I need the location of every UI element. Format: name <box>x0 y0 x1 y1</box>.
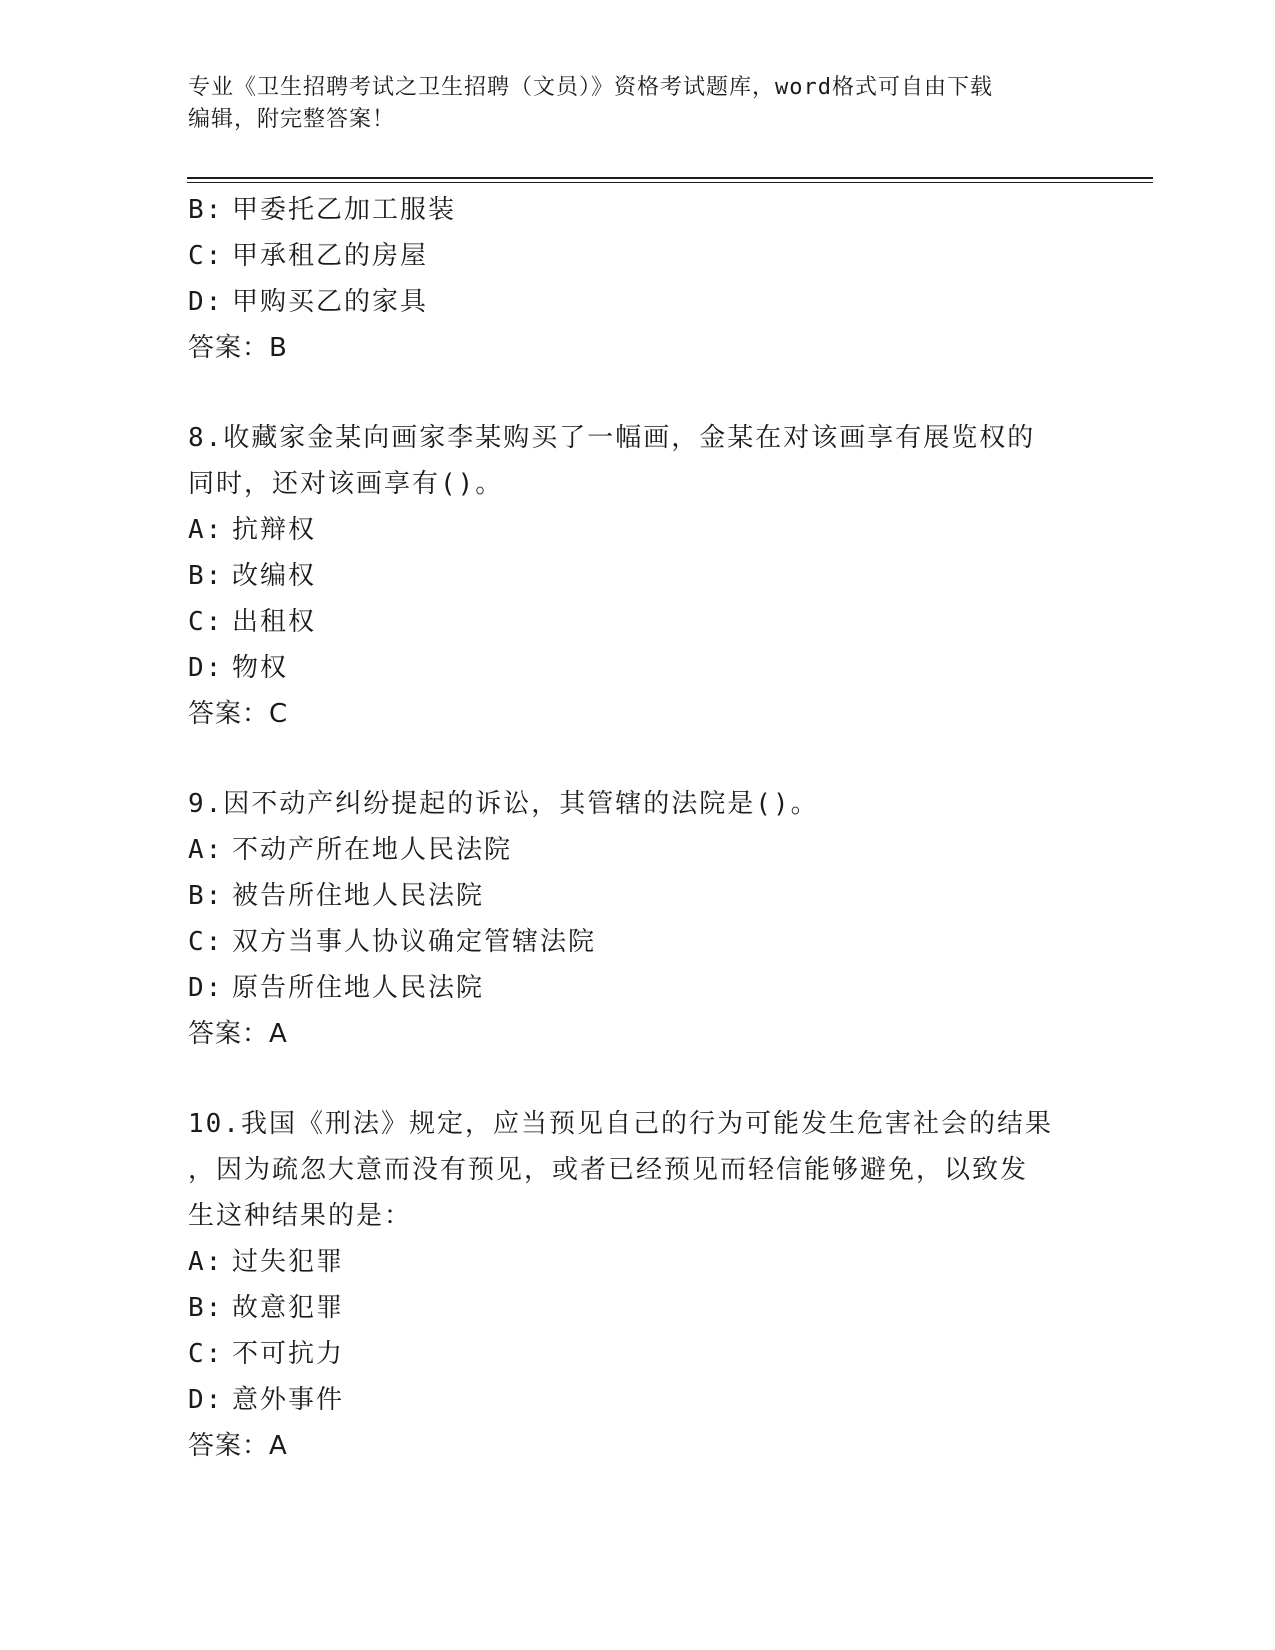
option-b <box>188 873 1088 919</box>
option-text: 双方当事人协议确定管辖法院 <box>232 927 597 957</box>
option-d <box>188 965 1088 1011</box>
option-text: 不动产所在地人民法院 <box>232 835 513 865</box>
answer-line: 答案：C <box>188 699 289 729</box>
option-letter: B: <box>188 561 224 591</box>
spacer <box>188 737 1088 781</box>
option-letter: D: <box>188 1385 224 1415</box>
option-text: 物权 <box>232 653 289 683</box>
option-letter: B: <box>188 1293 224 1323</box>
option-letter: C: <box>188 927 224 957</box>
option-d <box>188 645 1088 691</box>
option-text: 被告所住地人民法院 <box>232 881 485 911</box>
option-letter: D: <box>188 653 224 683</box>
option-letter: B: <box>188 881 224 911</box>
question-text-line: ，因为疏忽大意而没有预见，或者已经预见而轻信能够避免，以致发 <box>188 1155 1029 1185</box>
option-d <box>188 279 1088 325</box>
option-text: 过失犯罪 <box>232 1247 345 1277</box>
option-text: 甲购买乙的家具 <box>232 287 429 317</box>
option-letter: A: <box>188 1247 224 1277</box>
option-a <box>188 1239 1088 1285</box>
question-10 <box>188 1101 1088 1469</box>
option-text: 意外事件 <box>232 1385 345 1415</box>
option-text: 出租权 <box>232 607 317 637</box>
option-c <box>188 1331 1088 1377</box>
option-text: 抗辩权 <box>232 515 317 545</box>
option-text: 原告所住地人民法院 <box>232 973 485 1003</box>
option-a <box>188 507 1088 553</box>
option-letter: D: <box>188 287 224 317</box>
question-text-line: 9.因不动产纠纷提起的诉讼，其管辖的法院是()。 <box>188 789 819 819</box>
spacer <box>188 1057 1088 1101</box>
spacer <box>188 371 1088 415</box>
option-a <box>188 827 1088 873</box>
question-9 <box>188 781 1088 1057</box>
option-letter: A: <box>188 835 224 865</box>
option-text: 改编权 <box>232 561 317 591</box>
question-text-line: 8.收藏家金某向画家李某购买了一幅画，金某在对该画享有展览权的 <box>188 423 1036 453</box>
answer-line: 答案：B <box>188 333 288 363</box>
question-8 <box>188 415 1088 737</box>
option-letter: C: <box>188 607 224 637</box>
option-text: 甲承租乙的房屋 <box>232 241 429 271</box>
option-letter: B: <box>188 195 224 225</box>
header-divider-thick <box>187 177 1153 179</box>
question-list <box>188 187 1088 1469</box>
option-c <box>188 599 1088 645</box>
option-letter: C: <box>188 241 224 271</box>
option-b <box>188 1285 1088 1331</box>
answer-line: 答案：A <box>188 1019 288 1049</box>
option-c <box>188 233 1088 279</box>
document-header <box>188 72 1088 136</box>
question-text-line: 同时，还对该画享有()。 <box>188 469 504 499</box>
option-text: 不可抗力 <box>232 1339 345 1369</box>
option-text: 故意犯罪 <box>232 1293 345 1323</box>
question-text-line: 生这种结果的是： <box>188 1201 413 1231</box>
answer-line: 答案：A <box>188 1431 288 1461</box>
option-letter: A: <box>188 515 224 545</box>
option-text: 甲委托乙加工服装 <box>232 195 457 225</box>
option-b <box>188 553 1088 599</box>
header-line-2: 编辑，附完整答案！ <box>188 107 396 132</box>
question-text-line: 10.我国《刑法》规定，应当预见自己的行为可能发生危害社会的结果 <box>188 1109 1053 1139</box>
header-line-1: 专业《卫生招聘考试之卫生招聘（文员）》资格考试题库，word格式可自由下载 <box>188 75 993 100</box>
option-c <box>188 919 1088 965</box>
option-d <box>188 1377 1088 1423</box>
option-letter: D: <box>188 973 224 1003</box>
header-divider-thin <box>187 182 1153 183</box>
option-letter: C: <box>188 1339 224 1369</box>
question-7-continued <box>188 187 1088 371</box>
option-b <box>188 187 1088 233</box>
